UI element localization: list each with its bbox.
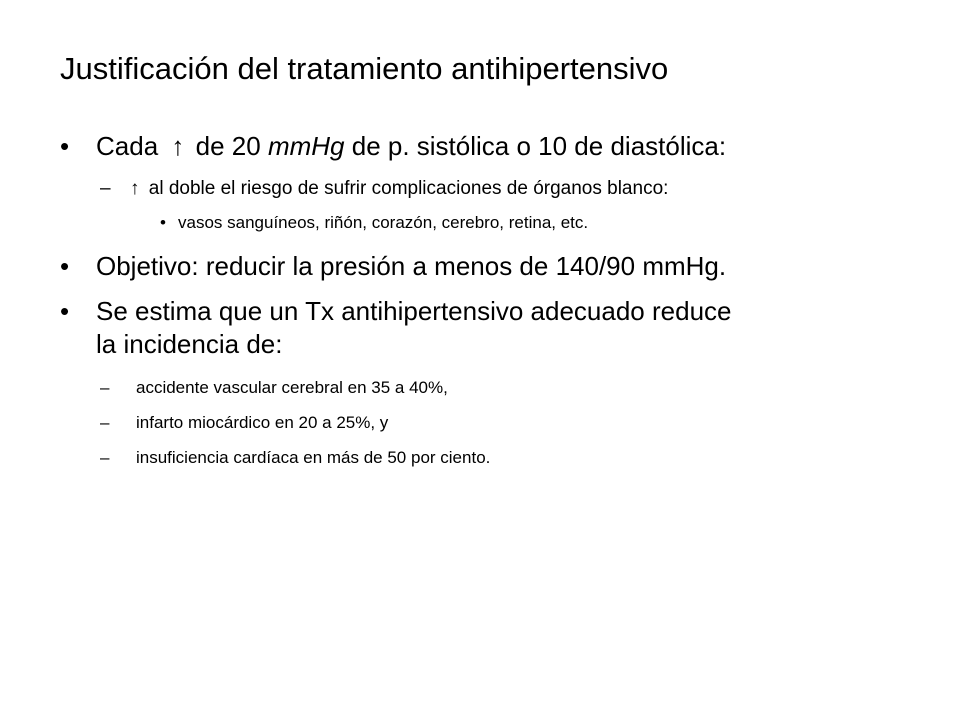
- sub-item-3-text: infarto miocárdico en 20 a 25%, y: [136, 413, 389, 432]
- sub-item-4: [100, 447, 920, 469]
- bullet-marker: •: [60, 296, 70, 326]
- item-1-unit: mmHg: [267, 131, 345, 161]
- sub-sub-item-1: [160, 212, 920, 234]
- item-1-post: de p. sistólica o 10 de diastólica:: [351, 131, 727, 161]
- dash-marker: –: [100, 178, 111, 199]
- sub-item-2-text: accidente vascular cerebral en 35 a 40%,: [136, 378, 448, 397]
- item-1-mid: de 20: [195, 131, 261, 161]
- slide-title: Justificación del tratamiento antihipertensivo: [60, 51, 669, 86]
- bullet-item-2: [60, 250, 920, 283]
- bullet-item-3-line-1: Se estima que un Tx antihipertensivo adecuado reduce: [96, 296, 732, 326]
- bullet-item-2-text: Objetivo: reducir la presión a menos de 140/90 mmHg.: [96, 251, 727, 281]
- dash-marker: –: [100, 378, 110, 397]
- bullet-item-3: [60, 295, 920, 361]
- arrow-up-icon: ↑: [130, 178, 140, 199]
- sub-item-3: [100, 412, 920, 434]
- item-1-pre: Cada: [96, 131, 159, 161]
- sub-sub-item-1-text: vasos sanguíneos, riñón, corazón, cerebro, retina, etc.: [178, 213, 589, 232]
- bullet-marker: •: [60, 251, 70, 281]
- bullet-marker: •: [160, 213, 166, 232]
- bullet-item-3-line-2: la incidencia de:: [96, 329, 283, 359]
- dash-marker: –: [100, 448, 110, 467]
- sub-item-2: [100, 377, 920, 399]
- bullet-item-1: [60, 130, 920, 163]
- dash-marker: –: [100, 413, 110, 432]
- arrow-up-icon: ↑: [171, 131, 185, 161]
- sub-item-1-text: al doble el riesgo de sufrir complicaciones de órganos blanco:: [148, 178, 669, 199]
- sub-item-1: [100, 177, 920, 201]
- bullet-marker: •: [60, 131, 70, 161]
- sub-item-4-text: insuficiencia cardíaca en más de 50 por ciento.: [136, 448, 491, 467]
